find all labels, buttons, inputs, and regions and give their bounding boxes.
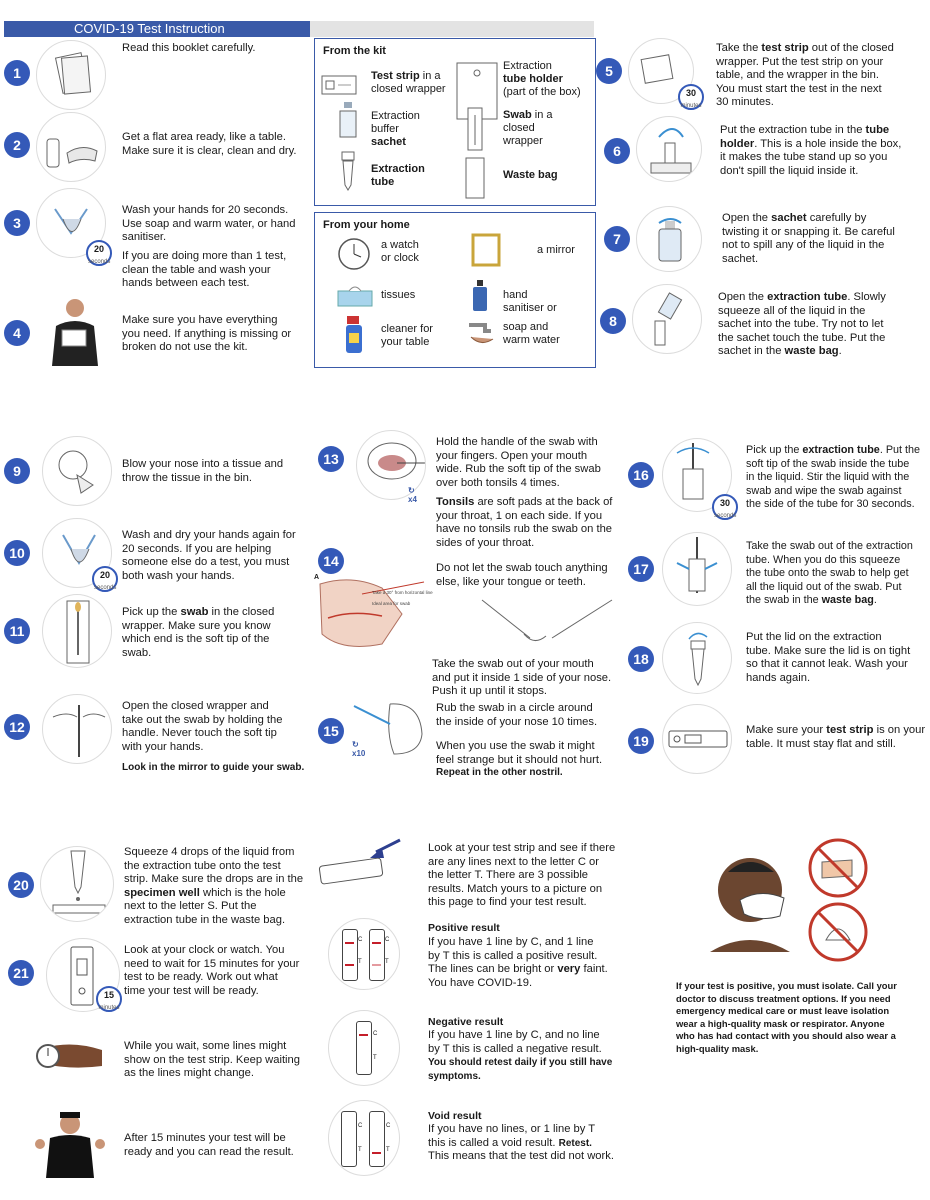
results-intro: Look at your test strip and see if there are any lines next to the letter C or the letter T. There are 3 possible results. Match yours to a picture on this page to find your test result. bbox=[428, 842, 616, 908]
step-number: 7 bbox=[604, 226, 630, 252]
hand-sanitiser-icon bbox=[471, 279, 489, 313]
negative-retest-note: You should retest daily if you still have symptoms. bbox=[428, 1057, 613, 1082]
control-line bbox=[345, 942, 354, 944]
positive-text: If you have 1 line by C, and 1 line by T this is called a positive result. The lines can be bright or very faint. You have COVID-19. bbox=[428, 936, 608, 989]
booklet-illustration bbox=[36, 40, 106, 110]
step-18-text: Put the lid on the extraction tube. Make sure the lid is on tight so that it cannot leak. Wash your hands again. bbox=[746, 631, 911, 684]
open-sachet-illustration bbox=[636, 206, 702, 272]
letter-t: T bbox=[385, 959, 389, 965]
letter-t: T bbox=[358, 1147, 362, 1153]
home-watch: a watch or clock bbox=[381, 239, 419, 264]
cleaning-table-illustration bbox=[36, 112, 106, 182]
step-number: 15 bbox=[318, 718, 344, 744]
control-line bbox=[372, 942, 381, 944]
negative-heading: Negative result bbox=[428, 1016, 504, 1028]
step-number: 1 bbox=[4, 60, 30, 86]
step-number: 19 bbox=[628, 728, 654, 754]
letter-t: T bbox=[386, 1147, 390, 1153]
timer-30-minutes-icon: 30 minutes bbox=[678, 84, 704, 110]
kit-tube-holder: Extraction tube holder (part of the box) bbox=[503, 60, 581, 98]
soap-tap-icon bbox=[465, 317, 499, 349]
step-number: 8 bbox=[600, 308, 626, 334]
step-10-text: Wash and dry your hands again for 20 seconds. If you are helping someone else do a test, you must both wash your hands. bbox=[122, 529, 296, 582]
kit-swab: Swab in a closed wrapper bbox=[503, 109, 553, 147]
step-13-text: Hold the handle of the swab with your fingers. Open your mouth wide. Rub the soft tip of the swab over both tonsils 4 times. bbox=[436, 436, 601, 489]
step-14-text: Do not let the swab touch anything else, like your tongue or teeth. bbox=[436, 562, 608, 588]
step-15-text-extra: When you use the swab it might feel strange but it should not hurt. bbox=[436, 740, 603, 766]
swab-icon bbox=[465, 107, 485, 151]
strip bbox=[369, 929, 385, 981]
step-number: 14 bbox=[318, 548, 344, 574]
step-number: 17 bbox=[628, 556, 654, 582]
kit-heading: From the kit bbox=[323, 45, 386, 57]
kit-extraction-tube: Extraction tube bbox=[371, 163, 425, 188]
person-with-kit-illustration bbox=[44, 294, 106, 366]
ready-text: After 15 minutes your test will be ready and you can read the result. bbox=[124, 1132, 294, 1158]
void-result-strips bbox=[328, 1100, 400, 1176]
step-16-text: Pick up the extraction tube. Put the soft tip of the swab inside the tube in the liquid. Stir the liquid with the swab and wipe the swab against the side of the tube for 30 seconds. bbox=[746, 444, 921, 510]
mirror-icon bbox=[471, 233, 501, 267]
isolation-note: If your test is positive, you must isolate. Call your doctor to discuss treatment options. If you need emergency medical care or must leave isolation wear a high-quality mask or respirator. Anyone who has had contact with you should also wear a high-quality mask. bbox=[676, 980, 897, 1054]
home-sanitiser: hand sanitiser or bbox=[503, 289, 557, 314]
blow-nose-illustration bbox=[42, 436, 112, 506]
step-3-text-extra: If you are doing more than 1 test, clean the table and wash your hands between each test. bbox=[122, 250, 287, 289]
void-heading: Void result bbox=[428, 1110, 482, 1122]
test-strip-flat-illustration bbox=[662, 704, 732, 774]
home-items-box bbox=[314, 212, 596, 368]
tissues-icon bbox=[337, 283, 373, 307]
letter-c: C bbox=[385, 937, 390, 943]
step-9-text: Blow your nose into a tissue and throw the tissue in the bin. bbox=[122, 458, 284, 484]
step-19-text: Make sure your test strip is on your table. It must stay flat and still. bbox=[746, 724, 926, 750]
kit-waste-bag: Waste bag bbox=[503, 169, 558, 181]
title-bar-extension bbox=[310, 21, 594, 37]
step-number: 5 bbox=[596, 58, 622, 84]
diagram-angle-label: Take a 30° from horizontal line bbox=[372, 590, 433, 595]
test-line bbox=[372, 1152, 381, 1154]
control-line bbox=[359, 1034, 368, 1036]
step-12-text: Open the closed wrapper and take out the swab by holding the handle. Never touch the soft tip with your hands. bbox=[122, 700, 283, 753]
step-number: 9 bbox=[4, 458, 30, 484]
repeat-10-times-icon: ↻ x10 bbox=[352, 740, 366, 758]
step-7-text: Open the sachet carefully by twisting it or snapping it. Be careful not to spill any of the liquid in the sachet. bbox=[722, 212, 895, 265]
step-number: 11 bbox=[4, 618, 30, 644]
squeeze-sachet-illustration bbox=[632, 284, 702, 354]
timer-15-minutes-icon: 15 minutes bbox=[96, 986, 122, 1012]
faint-test-line bbox=[372, 964, 381, 966]
letter-t: T bbox=[373, 1055, 377, 1061]
letter-c: C bbox=[358, 937, 363, 943]
step-11-text: Pick up the swab in the closed wrapper. Make sure you know which end is the soft tip of the swab. bbox=[122, 606, 275, 659]
step-number: 16 bbox=[628, 462, 654, 488]
page-title: COVID-19 Test Instruction bbox=[4, 21, 310, 37]
timer-20-seconds-icon: 20 seconds bbox=[86, 240, 112, 266]
strip bbox=[342, 929, 358, 981]
step-number: 12 bbox=[4, 714, 30, 740]
diagram-area-label: Ideal area for swab bbox=[372, 601, 411, 606]
home-tissues: tissues bbox=[381, 289, 416, 301]
step-14-nose-text: Take the swab out of your mouth and put it inside 1 side of your nose. Push it up until it stops. bbox=[432, 658, 612, 697]
negative-result-strip bbox=[328, 1010, 400, 1086]
kit-contents-box bbox=[314, 38, 596, 206]
step-1-text: Read this booklet carefully. bbox=[122, 42, 256, 54]
open-swab-illustration bbox=[42, 694, 112, 764]
clock-icon bbox=[337, 237, 371, 271]
strip bbox=[356, 1021, 372, 1075]
step-number: 18 bbox=[628, 646, 654, 672]
kit-test-strip: Test strip in a closed wrapper bbox=[371, 70, 446, 95]
negative-text: If you have 1 line by C, and no line by T this is called a negative result. bbox=[428, 1029, 602, 1055]
no-surgical-mask-icon bbox=[806, 836, 870, 900]
letter-c: C bbox=[386, 1123, 391, 1129]
step-number: 13 bbox=[318, 446, 344, 472]
step-2-text: Get a flat area ready, like a table. Make sure it is clear, clean and dry. bbox=[122, 131, 297, 157]
watch-on-wrist-illustration bbox=[32, 1036, 104, 1072]
letter-t: T bbox=[358, 959, 362, 965]
step-number: 3 bbox=[4, 210, 30, 236]
home-heading: From your home bbox=[323, 219, 410, 231]
step-20-text: Squeeze 4 drops of the liquid from the extraction tube onto the test strip. Make sure the drops are in the specimen well which is the hole next to the letter S. Put the extraction tube in the waste bag. bbox=[124, 846, 304, 926]
extraction-tube-icon bbox=[339, 151, 357, 191]
squeeze-tube-illustration bbox=[662, 532, 732, 606]
swab-wrapper-illustration bbox=[42, 594, 112, 668]
step-6-text: Put the extraction tube in the tube holder. This is a hole inside the box, it makes the tube stand up so you don't spill the liquid inside it. bbox=[720, 124, 902, 177]
home-cleaner: cleaner for your table bbox=[381, 323, 433, 348]
void-text: If you have no lines, or 1 line by T this is called a void result. Retest. This means that the test did not work. bbox=[428, 1123, 614, 1162]
positive-result-strips bbox=[328, 918, 400, 990]
positive-heading: Positive result bbox=[428, 922, 500, 934]
no-cloth-mask-icon bbox=[806, 900, 870, 964]
step-number: 21 bbox=[8, 960, 34, 986]
letter-c: C bbox=[358, 1123, 363, 1129]
tube-in-holder-illustration bbox=[636, 116, 702, 182]
swab-in-hand-illustration bbox=[472, 594, 622, 648]
step-3-text: Wash your hands for 20 seconds. Use soap and warm water, or hand sanitiser. bbox=[122, 204, 296, 243]
lid-on-tube-illustration bbox=[662, 622, 732, 694]
home-mirror: a mirror bbox=[537, 244, 575, 256]
kit-buffer-sachet: Extraction buffer sachet bbox=[371, 110, 420, 148]
add-drops-illustration bbox=[40, 846, 114, 922]
step-number: 10 bbox=[4, 540, 30, 566]
step-21-text: Look at your clock or watch. You need to wait for 15 minutes for your test to be ready. Work out what time your test will be ready. bbox=[124, 944, 300, 997]
cleaner-spray-icon bbox=[343, 315, 365, 355]
step-17-text: Take the swab out of the extraction tube. When you do this squeeze the tube onto the swab to help get all the liquid out of the swab. Put the swab in the waste bag. bbox=[746, 540, 913, 606]
repeat-4-times-icon: ↻ x4 bbox=[408, 486, 417, 504]
step-number: 20 bbox=[8, 872, 34, 898]
step-number: 4 bbox=[4, 320, 30, 346]
step-8-text: Open the extraction tube. Slowly squeeze all of the liquid in the sachet into the tube. Try not to let the sachet touch the tube. Put the sachet in the waste bag. bbox=[718, 291, 886, 357]
wait-text: While you wait, some lines might show on the test strip. Keep waiting as the lines might change. bbox=[124, 1040, 300, 1079]
person-thumbs-up-illustration bbox=[30, 1108, 110, 1178]
test-strip-arrow-illustration bbox=[316, 838, 410, 896]
timer-30-seconds-icon: 30 seconds bbox=[712, 494, 738, 520]
letter-c: C bbox=[373, 1031, 378, 1037]
tonsils-explanation: Tonsils are soft pads at the back of your throat, 1 on each side. If you have no tonsils rub the swab on the sides of your throat. bbox=[436, 496, 613, 549]
diagram-label-a: A bbox=[314, 574, 320, 581]
step-number: 6 bbox=[604, 138, 630, 164]
buffer-sachet-icon bbox=[337, 101, 359, 139]
home-soap: soap and warm water bbox=[503, 321, 560, 346]
step-12-mirror-note: Look in the mirror to guide your swab. bbox=[122, 762, 305, 773]
step-number: 2 bbox=[4, 132, 30, 158]
test-strip-icon bbox=[321, 75, 357, 95]
step-15-repeat-note: Repeat in the other nostril. bbox=[436, 767, 563, 778]
step-15-text: Rub the swab in a circle around the inside of your nose 10 times. bbox=[436, 702, 598, 728]
timer-20-seconds-icon: 20 seconds bbox=[92, 566, 118, 592]
waste-bag-icon bbox=[465, 157, 485, 199]
strip bbox=[341, 1111, 357, 1167]
strip bbox=[369, 1111, 385, 1167]
step-5-text: Take the test strip out of the closed wrapper. Put the test strip on your table, and the wrapper in the bin. You must start the test in the next 30 minutes. bbox=[716, 42, 894, 108]
step-4-text: Make sure you have everything you need. If anything is missing or broken do not use the kit. bbox=[122, 314, 292, 353]
nasal-anatomy-diagram bbox=[312, 574, 430, 654]
test-line bbox=[345, 964, 354, 966]
